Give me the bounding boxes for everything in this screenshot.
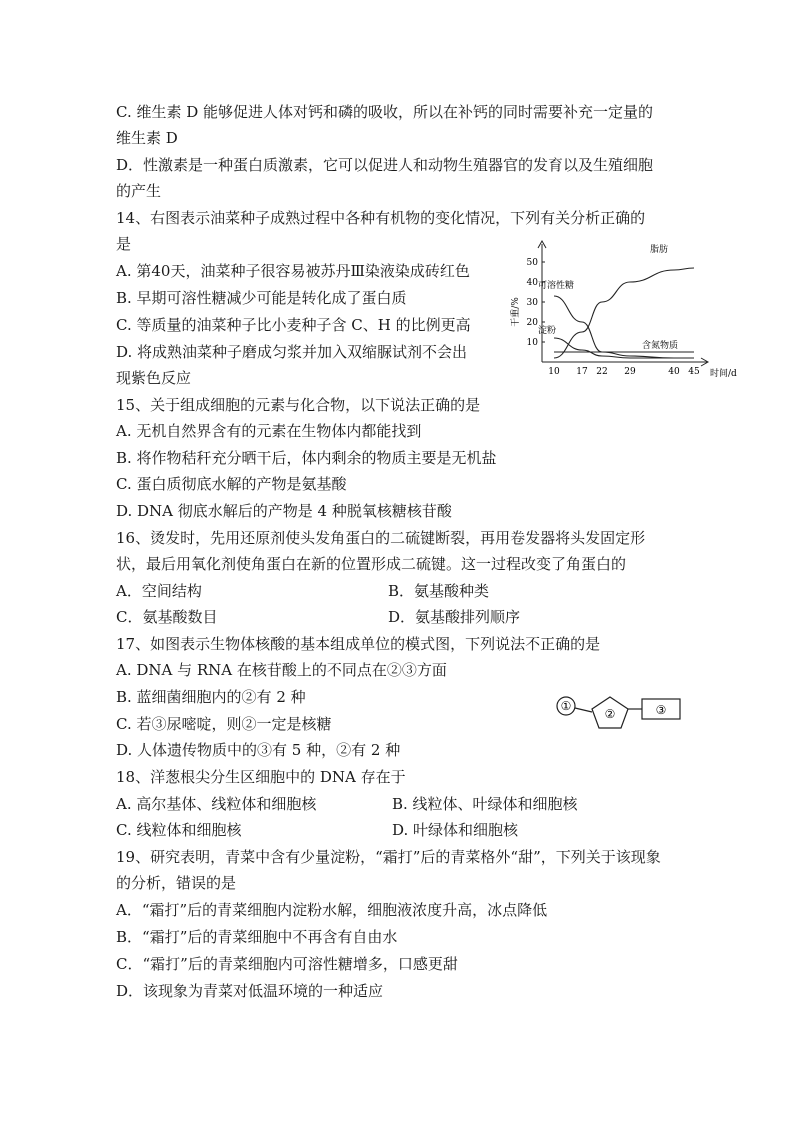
y-tick-label: 50	[526, 258, 538, 268]
q19-option-c: C．“霜打”后的青菜细胞内可溶性糖增多，口感更甜	[116, 955, 458, 973]
text-line: 维生素 D	[116, 129, 178, 147]
text-line: 现紫色反应	[116, 369, 192, 387]
q16-option-d: D．氨基酸排列顺序	[388, 608, 521, 626]
question-17-stem: 17、如图表示生物体核酸的基本组成单位的模式图，下列说法不正确的是	[116, 635, 601, 653]
x-tick-label: 40	[668, 367, 680, 377]
x-axis-label: 时间/d	[710, 369, 737, 379]
y-tick-label: 20	[526, 318, 538, 328]
question-16-stem: 16、烫发时，先用还原剂使头发角蛋白的二硫键断裂，再用卷发器将头发固定形	[116, 529, 646, 547]
question-18-stem: 18、洋葱根尖分生区细胞中的 DNA 存在于	[116, 768, 406, 786]
q15-option-a: A. 无机自然界含有的元素在生物体内都能找到	[116, 422, 422, 440]
q16-option-c: C．氨基酸数目	[116, 608, 218, 626]
q16-option-b: B．氨基酸种类	[388, 582, 490, 600]
seed-maturation-chart	[504, 236, 737, 380]
q17-option-c: C. 若③尿嘧啶，则②一定是核糖	[116, 715, 332, 733]
q18-option-c: C. 线粒体和细胞核	[116, 821, 242, 839]
nucleotide-diagram	[548, 690, 688, 738]
text-line: 的分析，错误的是	[116, 874, 237, 892]
q18-option-a: A. 高尔基体、线粒体和细胞核	[116, 795, 317, 813]
text-line: C. 维生素 D 能够促进人体对钙和磷的吸收，所以在补钙的同时需要补充一定量的	[116, 103, 654, 121]
series-label-fat: 脂肪	[650, 245, 669, 255]
x-tick-label: 45	[688, 367, 700, 377]
q15-option-c: C. 蛋白质彻底水解的产物是氨基酸	[116, 475, 347, 493]
q18-option-d: D. 叶绿体和细胞核	[392, 821, 519, 839]
phosphate-sugar-bond	[575, 708, 592, 712]
q17-option-b: B. 蓝细菌细胞内的②有 2 种	[116, 688, 306, 706]
q17-option-d: D. 人体遗传物质中的③有 5 种，②有 2 种	[116, 741, 401, 759]
question-15-stem: 15、关于组成细胞的元素与化合物，以下说法正确的是	[116, 396, 481, 414]
base-label: ③	[655, 703, 667, 717]
q19-option-d: D．该现象为青菜对低温环境的一种适应	[116, 982, 384, 1000]
y-tick-label: 30	[526, 298, 538, 308]
x-tick-label: 10	[548, 367, 560, 377]
text-line: 是	[116, 235, 132, 253]
q19-option-b: B．“霜打”后的青菜细胞中不再含有自由水	[116, 928, 398, 946]
q18-option-b: B. 线粒体、叶绿体和细胞核	[392, 795, 578, 813]
text-line: D．性激素是一种蛋白质激素，它可以促进人和动物生殖器官的发育以及生殖细胞	[116, 156, 654, 174]
q15-option-b: B. 将作物秸秆充分晒干后，体内剩余的物质主要是无机盐	[116, 449, 497, 467]
q14-option-a: A. 第40天，油菜种子很容易被苏丹Ⅲ染液染成砖红色	[116, 262, 470, 280]
x-tick-label: 22	[596, 367, 608, 377]
question-19-stem: 19、研究表明，青菜中含有少量淀粉，“霜打”后的青菜格外“甜”，下列关于该现象	[116, 848, 661, 866]
question-14-stem: 14、右图表示油菜种子成熟过程中各种有机物的变化情况，下列有关分析正确的	[116, 209, 646, 227]
q17-option-a: A. DNA 与 RNA 在核苷酸上的不同点在②③方面	[116, 661, 447, 679]
text-line: 的产生	[116, 182, 162, 200]
y-axis-label: 干重/%	[511, 297, 521, 327]
q19-option-a: A．“霜打”后的青菜细胞内淀粉水解，细胞液浓度升高，冰点降低	[116, 901, 548, 919]
x-tick-label: 17	[576, 367, 588, 377]
text-line: 状，最后用氧化剂使角蛋白在新的位置形成二硫键。这一过程改变了角蛋白的	[116, 555, 627, 573]
q15-option-d: D. DNA 彻底水解后的产物是 4 种脱氧核糖核苷酸	[116, 502, 452, 520]
series-label-sugar: 可溶性糖	[538, 281, 575, 291]
series-label-nitrogen: 含氮物质	[642, 341, 679, 351]
sugar-label: ②	[604, 707, 616, 721]
y-tick-label: 40	[526, 278, 538, 288]
phosphate-label: ①	[560, 699, 572, 713]
series-label-starch: 淀粉	[538, 326, 557, 336]
q14-option-d: D. 将成熟油菜种子磨成匀浆并加入双缩脲试剂不会出	[116, 343, 468, 361]
q14-option-b: B. 早期可溶性糖减少可能是转化成了蛋白质	[116, 289, 407, 307]
x-tick-label: 29	[624, 367, 636, 377]
q14-option-c: C. 等质量的油菜种子比小麦种子含 C、H 的比例更高	[116, 316, 471, 334]
q16-option-a: A．空间结构	[116, 582, 202, 600]
y-tick-label: 10	[526, 338, 538, 348]
